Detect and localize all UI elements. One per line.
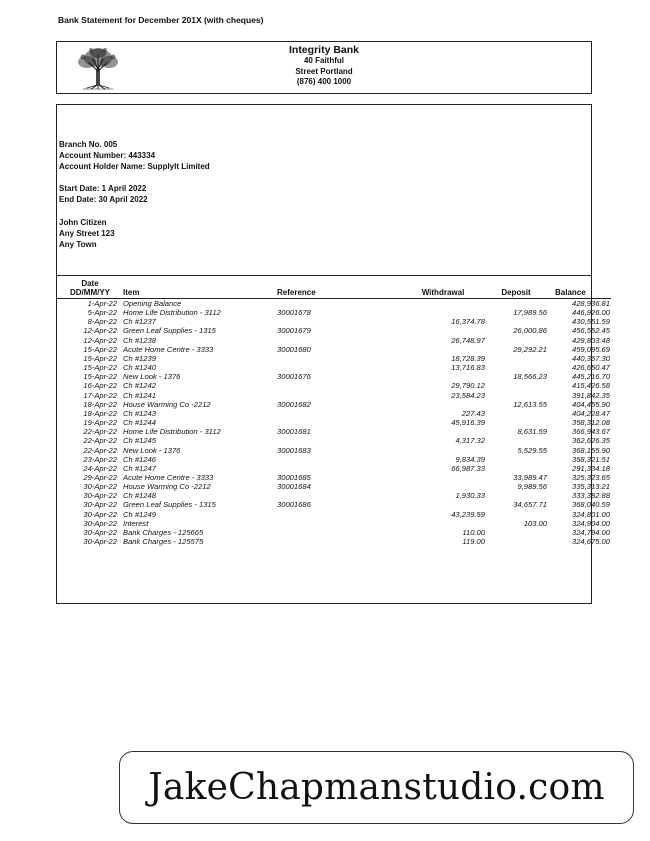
cell-balance: 368,040.59 — [571, 500, 610, 510]
cell-date: 18-Apr-22 — [83, 408, 117, 418]
cell-date: 5-Apr-22 — [87, 308, 117, 318]
cell-deposit — [485, 391, 547, 400]
cell-balance: 456,552.45 — [571, 326, 610, 336]
cell-reference — [277, 409, 381, 418]
table-row — [57, 455, 611, 464]
cell-balance: 366,943.67 — [571, 427, 610, 437]
document-title: Bank Statement for December 201X (with cheques) — [58, 15, 264, 25]
cell-withdrawal: 4,317.32 — [455, 436, 485, 446]
cell-reference — [277, 336, 381, 345]
cell-reference — [277, 363, 381, 372]
cell-reference — [277, 464, 381, 473]
cell-deposit — [485, 528, 547, 537]
cell-deposit — [485, 491, 547, 500]
cell-date: 22-Apr-22 — [83, 427, 117, 437]
table-row — [57, 500, 611, 509]
bank-name: Integrity Bank — [288, 44, 359, 56]
cell-deposit: 9,989.56 — [517, 482, 547, 492]
cell-reference: 30001678 — [277, 308, 311, 318]
start-date: Start Date: 1 April 2022 — [59, 184, 147, 193]
transactions-table — [57, 276, 611, 546]
cell-deposit: 103.00 — [523, 518, 547, 528]
cell-deposit — [485, 510, 547, 519]
cell-reference — [277, 299, 381, 309]
cell-balance: 391,842.35 — [571, 390, 610, 400]
cell-deposit — [485, 436, 547, 445]
cell-date: 30-Apr-22 — [83, 482, 117, 492]
cell-date: 12-Apr-22 — [83, 335, 117, 345]
cell-date: 18-Apr-22 — [83, 399, 117, 409]
cell-balance: 459,095.69 — [571, 344, 610, 354]
bank-address-line2: Street Portland — [295, 66, 353, 76]
cell-withdrawal: 110.00 — [462, 527, 485, 537]
cell-balance: 445,216.70 — [571, 372, 610, 382]
cell-balance: 325,323.65 — [571, 472, 610, 482]
cell-item: Ch #1248 — [123, 491, 156, 501]
cell-item: Acute Home Centre - 3333 — [123, 344, 214, 354]
cell-withdrawal: 23,584.23 — [451, 390, 485, 400]
cell-date: 30-Apr-22 — [83, 491, 117, 501]
cell-reference — [277, 317, 381, 326]
table-row — [57, 372, 611, 381]
table-row — [57, 473, 611, 482]
header-balance: Balance — [547, 276, 611, 299]
cell-reference — [277, 436, 381, 445]
cell-item: New Look - 1376 — [123, 372, 181, 382]
cell-date: 30-Apr-22 — [83, 527, 117, 537]
cell-withdrawal: 9,834.39 — [455, 454, 485, 464]
table-row — [57, 354, 611, 363]
cell-item: Home Life Distribution - 3112 — [123, 427, 221, 437]
table-row — [57, 336, 611, 345]
cell-withdrawal: 227.43 — [461, 408, 485, 418]
cell-withdrawal — [381, 372, 485, 381]
header-date — [57, 276, 123, 299]
cell-date: 15-Apr-22 — [83, 353, 117, 363]
cell-item: Ch #1245 — [123, 436, 156, 446]
cell-item: Ch #1244 — [123, 418, 156, 428]
cell-balance: 446,926.00 — [571, 308, 610, 318]
cell-date: 15-Apr-22 — [83, 372, 117, 382]
cell-reference — [277, 510, 381, 519]
cell-withdrawal: 119.00 — [462, 537, 485, 547]
cell-reference: 30001682 — [277, 399, 311, 409]
header-item: Item — [123, 276, 277, 299]
cell-reference — [277, 537, 381, 546]
table-row — [57, 528, 611, 537]
contact-town: Any Town — [59, 240, 97, 249]
contact-name: John Citizen — [59, 218, 107, 227]
cell-withdrawal: 16,374.78 — [451, 317, 485, 327]
cell-deposit — [485, 317, 547, 326]
cell-reference: 30001680 — [277, 344, 311, 354]
cell-date: 23-Apr-22 — [83, 454, 117, 464]
contact-street: Any Street 123 — [59, 229, 115, 238]
cell-deposit — [485, 363, 547, 372]
cell-item: House Warming Co -2212 — [123, 482, 211, 492]
cell-item: Ch #1246 — [123, 454, 156, 464]
transactions-body — [57, 299, 611, 547]
cell-date: 1-Apr-22 — [87, 299, 117, 308]
cell-balance: 324,675.00 — [571, 537, 610, 547]
cell-withdrawal: 1,930.33 — [455, 491, 485, 501]
cell-item: Ch #1240 — [123, 363, 156, 373]
bank-header — [56, 41, 592, 94]
cell-reference — [277, 391, 381, 400]
cell-withdrawal — [381, 308, 485, 317]
cell-item: Ch #1249 — [123, 509, 156, 519]
table-row — [57, 519, 611, 528]
header-date-line1: Date — [81, 279, 99, 288]
table-row — [57, 391, 611, 400]
cell-balance: 368,155.90 — [571, 445, 610, 455]
table-row — [57, 381, 611, 390]
cell-balance: 358,312.08 — [571, 418, 610, 428]
transactions-table-wrap — [57, 275, 610, 547]
cell-withdrawal — [381, 326, 485, 335]
cell-balance: 415,426.58 — [571, 381, 610, 391]
table-row — [57, 427, 611, 436]
cell-balance: 291,334.18 — [571, 463, 610, 473]
cell-deposit — [485, 354, 547, 363]
cell-item: Ch #1242 — [123, 381, 156, 391]
cell-reference: 30001676 — [277, 372, 311, 382]
cell-deposit — [485, 537, 547, 546]
cell-item: Ch #1238 — [123, 335, 156, 345]
cell-balance: 440,367.30 — [571, 353, 610, 363]
cell-item: Bank Charges - 125575 — [123, 537, 204, 547]
table-row — [57, 326, 611, 335]
cell-reference — [277, 491, 381, 500]
cell-withdrawal: 26,748.97 — [451, 335, 485, 345]
table-row — [57, 400, 611, 409]
cell-withdrawal — [381, 473, 485, 482]
cell-balance: 335,313.21 — [571, 482, 610, 492]
cell-withdrawal — [381, 345, 485, 354]
cell-date: 22-Apr-22 — [83, 436, 117, 446]
cell-reference: 30001679 — [277, 326, 311, 336]
cell-balance: 362,626.35 — [571, 436, 610, 446]
cell-balance: 324,801.00 — [571, 509, 610, 519]
cell-item: Green Leaf Supplies - 1315 — [123, 500, 216, 510]
cell-date: 30-Apr-22 — [83, 500, 117, 510]
cell-reference: 30001686 — [277, 500, 311, 510]
cell-deposit: 18,566.23 — [513, 372, 547, 382]
bank-info — [57, 44, 591, 88]
cell-balance: 430,551.59 — [571, 317, 610, 327]
cell-deposit — [485, 299, 547, 309]
header-date-line2: DD/MM/YY — [70, 288, 110, 297]
cell-reference — [277, 381, 381, 390]
cell-withdrawal — [381, 500, 485, 509]
cell-item: Interest — [123, 518, 149, 528]
cell-balance: 358,321.51 — [571, 454, 610, 464]
cell-reference: 30001681 — [277, 427, 311, 437]
statement-body — [56, 104, 610, 604]
table-row — [57, 418, 611, 427]
cell-balance: 333,382.88 — [571, 491, 610, 501]
account-number: Account Number: 443334 — [59, 151, 156, 160]
end-date: End Date: 30 April 2022 — [59, 195, 148, 204]
cell-deposit — [485, 409, 547, 418]
cell-item: Acute Home Centre - 3333 — [123, 472, 214, 482]
table-row — [57, 482, 611, 491]
cell-withdrawal: 13,716.83 — [451, 363, 485, 373]
cell-withdrawal: 43,239.59 — [451, 509, 485, 519]
cell-reference — [277, 455, 381, 464]
cell-balance: 404,228.47 — [571, 408, 610, 418]
cell-item: House Warming Co -2212 — [123, 399, 211, 409]
cell-balance: 324,794.00 — [571, 527, 610, 537]
cell-withdrawal: 66,987.33 — [451, 463, 485, 473]
cell-item: Ch #1243 — [123, 408, 156, 418]
branch-number: Branch No. 005 — [59, 140, 118, 149]
cell-withdrawal — [381, 482, 485, 491]
cell-date: 30-Apr-22 — [83, 518, 117, 528]
cell-date: 19-Apr-22 — [83, 418, 117, 428]
cell-date: 16-Apr-22 — [83, 381, 117, 391]
table-row — [57, 510, 611, 519]
cell-reference: 30001684 — [277, 482, 311, 492]
cell-withdrawal — [381, 427, 485, 436]
cell-withdrawal: 45,916.39 — [451, 418, 485, 428]
cell-withdrawal — [381, 446, 485, 455]
cell-deposit — [485, 464, 547, 473]
cell-deposit: 5,529.55 — [517, 445, 547, 455]
cell-balance: 429,803.48 — [571, 335, 610, 345]
cell-withdrawal: 18,728.39 — [451, 353, 485, 363]
cell-balance: 324,904.00 — [571, 518, 610, 528]
account-details — [59, 139, 210, 250]
table-row — [57, 409, 611, 418]
cell-deposit: 26,000.86 — [513, 326, 547, 336]
table-row — [57, 491, 611, 500]
cell-date: 15-Apr-22 — [83, 344, 117, 354]
cell-item: New Look - 1376 — [123, 445, 181, 455]
cell-item: Ch #1239 — [123, 353, 156, 363]
cell-deposit — [485, 381, 547, 390]
cell-item: Ch #1247 — [123, 463, 156, 473]
table-row — [57, 317, 611, 326]
cell-reference — [277, 418, 381, 427]
cell-withdrawal — [381, 299, 485, 309]
bank-address-line1: 40 Faithful — [303, 56, 344, 65]
cell-balance: 426,650.47 — [571, 363, 610, 373]
cell-reference — [277, 354, 381, 363]
cell-deposit: 17,989.56 — [513, 308, 547, 318]
cell-deposit: 33,989.47 — [513, 472, 547, 482]
cell-deposit: 8,631.59 — [517, 427, 547, 437]
cell-date: 8-Apr-22 — [87, 317, 117, 327]
header-withdrawal: Withdrawal — [381, 276, 485, 299]
cell-deposit — [485, 418, 547, 427]
cell-date: 30-Apr-22 — [83, 537, 117, 547]
header-reference: Reference — [277, 276, 381, 299]
cell-date: 15-Apr-22 — [83, 363, 117, 373]
cell-date: 12-Apr-22 — [83, 326, 117, 336]
cell-deposit — [485, 336, 547, 345]
cell-deposit: 34,657.71 — [513, 500, 547, 510]
header-deposit: Deposit — [485, 276, 547, 299]
table-row — [57, 464, 611, 473]
table-row — [57, 446, 611, 455]
cell-balance: 404,455.90 — [571, 399, 610, 409]
cell-item: Ch #1241 — [123, 390, 156, 400]
cell-balance: 428,936.81 — [571, 299, 610, 308]
account-holder: Account Holder Name: SupplyIt Limited — [59, 162, 210, 171]
table-row — [57, 345, 611, 354]
cell-reference: 30001683 — [277, 445, 311, 455]
cell-reference — [277, 528, 381, 537]
cell-reference — [277, 519, 381, 528]
cell-reference: 30001685 — [277, 472, 311, 482]
cell-withdrawal: 29,790.12 — [451, 381, 485, 391]
cell-date: 24-Apr-22 — [83, 463, 117, 473]
table-row — [57, 537, 611, 546]
cell-withdrawal — [381, 519, 485, 528]
table-row — [57, 363, 611, 372]
cell-date: 29-Apr-22 — [83, 472, 117, 482]
cell-item: Green Leaf Supplies - 1315 — [123, 326, 216, 336]
cell-date: 30-Apr-22 — [83, 509, 117, 519]
cell-deposit: 12,613.55 — [513, 399, 547, 409]
cell-date: 17-Apr-22 — [83, 390, 117, 400]
table-row — [57, 299, 611, 309]
table-header-row — [57, 276, 611, 299]
table-row — [57, 308, 611, 317]
cell-item: Opening Balance — [123, 299, 182, 308]
cell-withdrawal — [381, 400, 485, 409]
cell-date: 22-Apr-22 — [83, 445, 117, 455]
watermark: JakeChapmanstudio.com — [119, 751, 634, 824]
bank-phone: (876) 400 1000 — [296, 77, 352, 86]
cell-item: Ch #1237 — [123, 317, 156, 327]
cell-deposit: 29,292.21 — [513, 344, 547, 354]
table-row — [57, 436, 611, 445]
cell-item: Home Life Distribution - 3112 — [123, 308, 221, 318]
cell-deposit — [485, 455, 547, 464]
cell-item: Bank Charges - 125665 — [123, 527, 204, 537]
